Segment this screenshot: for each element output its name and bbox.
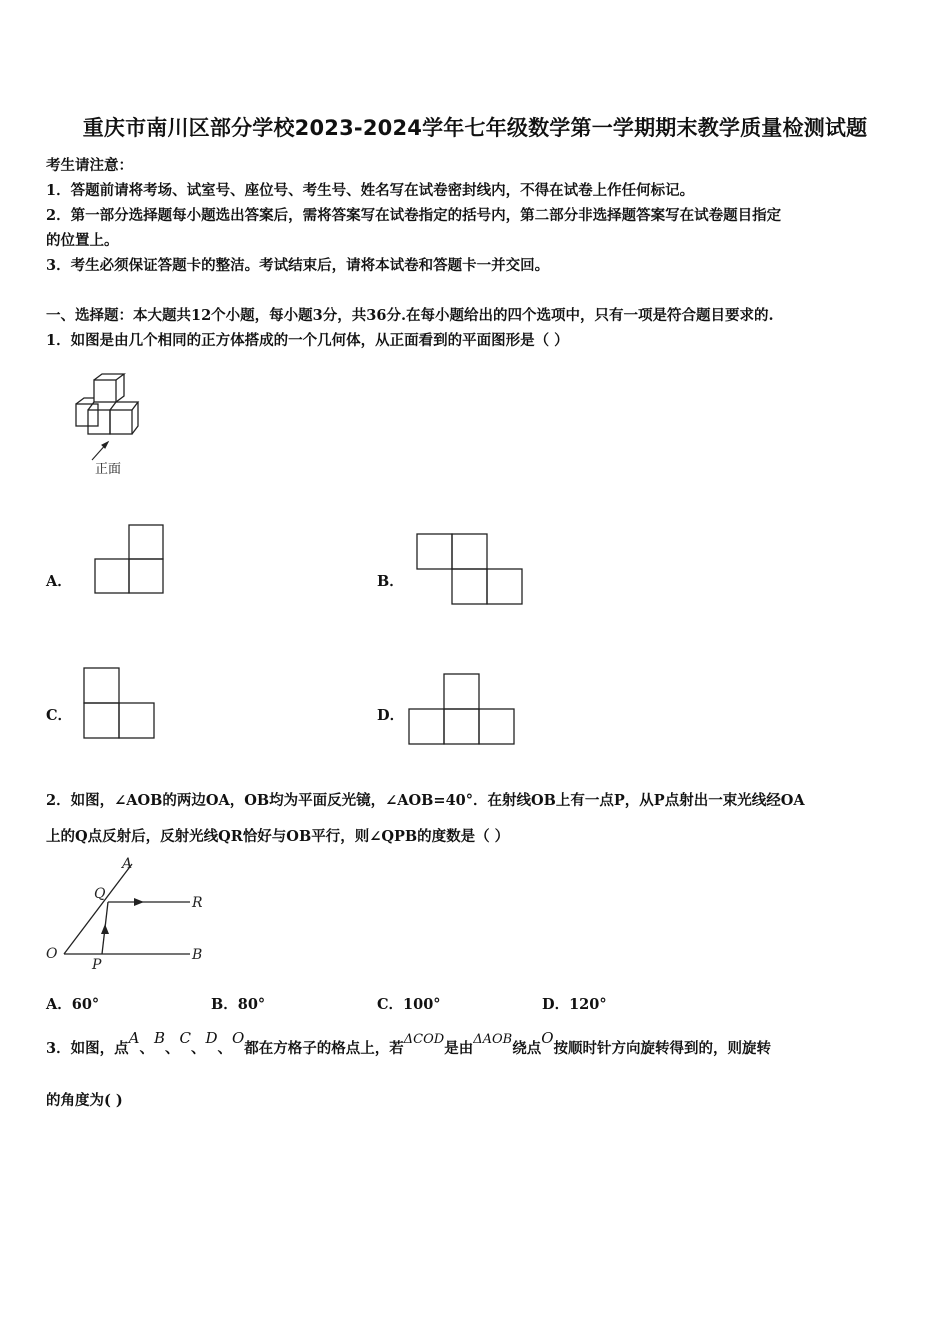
q1-option-b-figure [416, 533, 524, 607]
q1-cube-figure [66, 372, 156, 477]
q3-lead: 3．如图，点 [46, 1040, 129, 1057]
q3-pivot-o: O [541, 1029, 554, 1047]
page-title: 重庆市南川区部分学校2023-2024学年七年级数学第一学期期末教学质量检测试题 [82, 116, 868, 140]
q3-point-c: C [179, 1029, 191, 1047]
q3-mid-1: 都在方格子的格点上，若 [244, 1040, 404, 1057]
q3-point-o: O [231, 1029, 245, 1047]
q3-sep-4: 、 [217, 1040, 232, 1057]
q1-option-d-figure [408, 673, 516, 747]
q1-option-d-label: D． [377, 707, 405, 724]
q2-mirror-figure [44, 852, 214, 972]
q2-label-p: P [92, 957, 102, 973]
q3-point-b: B [153, 1029, 165, 1047]
q2-option-b: B．80° [211, 996, 266, 1013]
q2-stem-line2: 上的Q点反射后，反射光线QR恰好与OB平行，则∠QPB的度数是（ ） [46, 828, 510, 845]
q3-point-d: D [205, 1029, 218, 1047]
q2-label-a: A [122, 856, 133, 872]
notice-item-2-cont: 的位置上。 [46, 232, 119, 249]
q2-label-r: R [192, 895, 203, 911]
q3-mid-2: 是由 [444, 1040, 474, 1057]
q1-option-b-label: B． [377, 573, 404, 590]
q1-option-c-label: C． [46, 707, 73, 724]
q1-option-a-label: A． [46, 573, 72, 590]
q3-stem-line1 [46, 1026, 771, 1072]
q3-sep-2: 、 [164, 1040, 180, 1057]
notice-item-1: 1．答题前请将考场、试室号、座位号、考生号、姓名写在试卷密封线内，不得在试卷上作任何标记。 [46, 182, 695, 199]
q2-option-d: D．120° [542, 996, 607, 1013]
q2-option-c: C．100° [377, 996, 441, 1013]
q3-triangle-cod: ΔCOD [403, 1032, 445, 1047]
q2-option-a: A．60° [46, 996, 100, 1013]
q2-label-b: B [192, 947, 203, 963]
notice-item-3: 3．考生必须保证答题卡的整洁。考试结束后，请将本试卷和答题卡一并交回。 [46, 257, 550, 274]
q3-stem-line2: 的角度为( ) [46, 1092, 123, 1109]
q2-label-o: O [46, 946, 58, 962]
q3-point-a: A [128, 1029, 140, 1047]
q3-triangle-aob: ΔAOB [473, 1032, 513, 1047]
q2-label-q: Q [94, 886, 106, 902]
q3-sep-3: 、 [190, 1040, 206, 1057]
notice-item-2: 2．第一部分选择题每小题选出答案后，需将答案写在试卷指定的括号内，第二部分非选择题答案写在试卷题目指定 [46, 207, 782, 224]
q2-stem-line1: 2．如图，∠AOB的两边OA，OB均为平面反光镜，∠AOB=40°．在射线OB上有一点P，从P点射出一束光线经OA [46, 792, 805, 809]
q3-sep-1: 、 [139, 1040, 154, 1057]
q1-option-a-figure [94, 524, 166, 596]
q1-front-label: 正面 [95, 462, 122, 477]
q3-tail: 按顺时针方向旋转得到的，则旋转 [553, 1040, 772, 1057]
q1-option-c-figure [83, 667, 157, 741]
q1-stem: 1．如图是由几个相同的正方体搭成的一个几何体，从正面看到的平面图形是（ ） [46, 332, 569, 349]
q3-mid-3: 绕点 [512, 1040, 542, 1057]
section-heading: 一、选择题：本大题共12个小题，每小题3分，共36分.在每小题给出的四个选项中，只有一项是符合题目要求的. [46, 307, 774, 324]
notice-heading: 考生请注意： [46, 157, 133, 174]
